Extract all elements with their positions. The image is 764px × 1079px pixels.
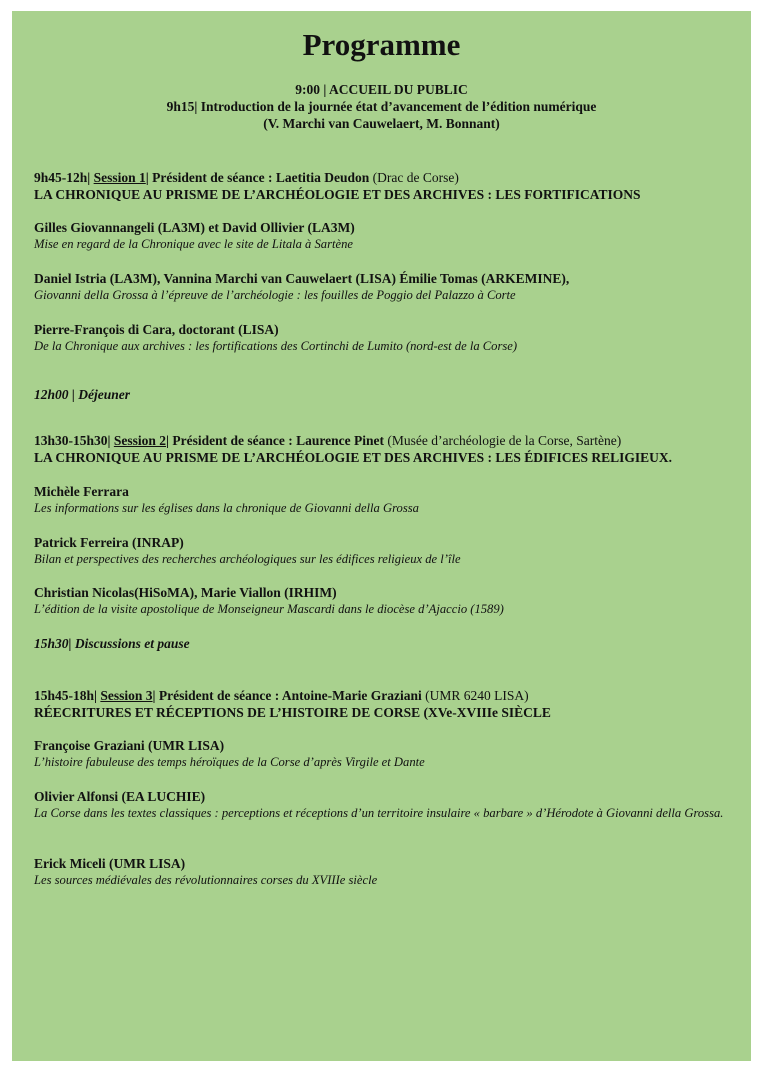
talk-speakers: Pierre-François di Cara, doctorant (LISA) <box>34 322 279 337</box>
session-1-president: Président de séance : Laetitia Deudon <box>152 170 370 185</box>
session-1-president-org: (Drac de Corse) <box>372 170 459 185</box>
session-3-time: 15h45-18h <box>34 688 95 703</box>
intro-block <box>12 81 751 132</box>
session-3-label: Session 3 <box>100 688 153 703</box>
talk-speakers: Michèle Ferrara <box>34 484 129 499</box>
intro-text-1: ACCUEIL DU PUBLIC <box>328 82 468 97</box>
talk-title: Mise en regard de la Chronique avec le site de Litala à Sartène <box>34 237 353 251</box>
talk-speakers: Christian Nicolas(HiSoMA), Marie Viallon (IRHIM) <box>34 585 337 600</box>
lunch-time: 12h00 <box>34 387 69 402</box>
session-3-president: Président de séance : Antoine-Marie Graziani <box>158 688 422 703</box>
session-3-president-org: (UMR 6240 LISA) <box>425 688 529 703</box>
session-2-president: Président de séance : Laurence Pinet <box>172 433 384 448</box>
intro-time-2: 9h15 <box>166 99 195 114</box>
pause-time: 15h30 <box>34 636 69 651</box>
program-panel <box>12 11 751 1061</box>
session-1-theme: LA CHRONIQUE AU PRISME DE L’ARCHÉOLOGIE ET DES ARCHIVES : LES FORTIFICATIONS <box>34 187 641 202</box>
talk-title: Les sources médiévales des révolutionnaires corses du XVIIIe siècle <box>34 873 378 887</box>
talk-title: L’édition de la visite apostolique de Monseigneur Mascardi dans le diocèse d’Ajaccio (1589) <box>34 602 504 616</box>
talk-speakers: Olivier Alfonsi (EA LUCHIE) <box>34 789 206 804</box>
session-3-header: 15h45-18h| Session 3| Président de séance : Antoine-Marie Graziani (UMR 6240 LISA) <box>34 688 529 703</box>
session-2-label: Session 2 <box>113 433 167 448</box>
talk-speakers: Erick Miceli (UMR LISA) <box>34 856 186 871</box>
talk-title: De la Chronique aux archives : les fortifications des Cortinchi de Lumito (nord-est de la Corse) <box>34 339 518 353</box>
session-3-theme: RÉECRITURES ET RÉCEPTIONS DE L’HISTOIRE DE CORSE (XVe-XVIIIe SIÈCLE <box>34 705 551 720</box>
talk-speakers: Patrick Ferreira (INRAP) <box>34 535 184 550</box>
session-1-label: Session 1 <box>93 170 146 185</box>
talk-title: Les informations sur les églises dans la chronique de Giovanni della Grossa <box>34 501 419 515</box>
talk-speakers: Gilles Giovannangeli (LA3M) et David Ollivier (LA3M) <box>34 220 355 235</box>
session-1-header: 9h45-12h| Session 1| Président de séance : Laetitia Deudon (Drac de Corse) <box>34 170 459 185</box>
page-title: Programme <box>302 27 461 62</box>
intro-text-2: Introduction de la journée état d’avancement de l’édition numérique <box>200 99 597 114</box>
lunch-line: 12h00 | Déjeuner <box>34 387 130 402</box>
session-2-theme: LA CHRONIQUE AU PRISME DE L’ARCHÉOLOGIE ET DES ARCHIVES : LES ÉDIFICES RELIGIEUX. <box>34 450 673 465</box>
session-2-president-org: (Musée d’archéologie de la Corse, Sartène) <box>387 433 622 448</box>
talk-title: Bilan et perspectives des recherches archéologiques sur les édifices religieux de l’île <box>34 552 461 566</box>
session-1-time: 9h45-12h <box>34 170 88 185</box>
intro-line-1: 9:00 | ACCUEIL DU PUBLIC <box>295 82 468 97</box>
talk-speakers: Daniel Istria (LA3M), Vannina Marchi van Cauwelaert (LISA) Émilie Tomas (ARKEMINE), <box>34 271 570 286</box>
talk-title: L’histoire fabuleuse des temps héroïques de la Corse d’après Virgile et Dante <box>34 755 425 769</box>
talk-title: Giovanni della Grossa à l’épreuve de l’archéologie : les fouilles de Poggio del Palazzo à Corte <box>34 288 516 302</box>
pause-label: Discussions et pause <box>74 636 190 651</box>
pause-line: 15h30| Discussions et pause <box>34 636 190 651</box>
session-2-header: 13h30-15h30| Session 2| Président de séance : Laurence Pinet (Musée d’archéologie de la Corse, Sartène) <box>34 433 622 448</box>
intro-line-2: 9h15| Introduction de la journée état d’avancement de l’édition numérique <box>166 99 597 114</box>
session-2-time: 13h30-15h30 <box>34 433 108 448</box>
intro-time-1: 9:00 <box>295 82 320 97</box>
lunch-label: Déjeuner <box>78 387 130 402</box>
talk-title: La Corse dans les textes classiques : perceptions et réceptions d’un territoire insulaire « barbare » d’Hérodote à Giovanni della Grossa. <box>34 806 724 820</box>
intro-line-3: (V. Marchi van Cauwelaert, M. Bonnant) <box>263 116 500 131</box>
talk-speakers: Françoise Graziani (UMR LISA) <box>34 738 225 753</box>
